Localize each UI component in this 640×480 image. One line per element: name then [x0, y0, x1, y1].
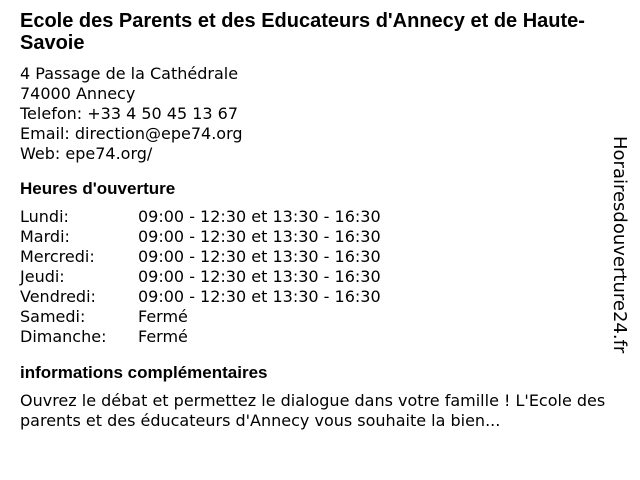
- hours-heading: Heures d'ouverture: [20, 179, 176, 198]
- phone-number: Telefon: +33 4 50 45 13 67: [20, 104, 239, 123]
- day-hours: Fermé: [138, 327, 188, 346]
- info-description: Ouvrez le débat et permettez le dialogue dans votre famille ! L'Ecole des parents et des éducateurs d'Annecy vous souhaite la bien...: [20, 391, 606, 430]
- day-label: Mercredi:: [20, 247, 95, 266]
- day-label: Lundi:: [20, 207, 69, 226]
- website: Web: epe74.org/: [20, 144, 153, 163]
- postal-city: 74000 Annecy: [20, 84, 136, 103]
- contact-block: [20, 64, 610, 164]
- day-label: Mardi:: [20, 227, 70, 246]
- email-address: Email: direction@epe74.org: [20, 124, 243, 143]
- site-watermark: Horairesdouverture24.fr: [609, 136, 630, 354]
- day-hours: 09:00 - 12:30 et 13:30 - 16:30: [138, 247, 381, 266]
- watermark-container: [609, 136, 631, 354]
- hours-row-samedi: [20, 307, 610, 327]
- hours-row-dimanche: [20, 327, 610, 347]
- business-name: Ecole des Parents et des Educateurs d'Annecy et de Haute-Savoie: [20, 10, 585, 54]
- day-hours: 09:00 - 12:30 et 13:30 - 16:30: [138, 287, 381, 306]
- business-listing: [20, 10, 610, 431]
- hours-row-mardi: [20, 227, 610, 247]
- opening-hours-table: [20, 207, 610, 347]
- hours-row-jeudi: [20, 267, 610, 287]
- street-address: 4 Passage de la Cathédrale: [20, 64, 239, 83]
- hours-row-vendredi: [20, 287, 610, 307]
- hours-row-mercredi: [20, 247, 610, 267]
- day-label: Jeudi:: [20, 267, 65, 286]
- info-heading: informations complémentaires: [20, 363, 268, 382]
- day-label: Samedi:: [20, 307, 86, 326]
- day-hours: 09:00 - 12:30 et 13:30 - 16:30: [138, 267, 381, 286]
- day-hours: 09:00 - 12:30 et 13:30 - 16:30: [138, 207, 381, 226]
- day-hours: Fermé: [138, 307, 188, 326]
- day-label: Dimanche:: [20, 327, 107, 346]
- day-hours: 09:00 - 12:30 et 13:30 - 16:30: [138, 227, 381, 246]
- hours-row-lundi: [20, 207, 610, 227]
- day-label: Vendredi:: [20, 287, 96, 306]
